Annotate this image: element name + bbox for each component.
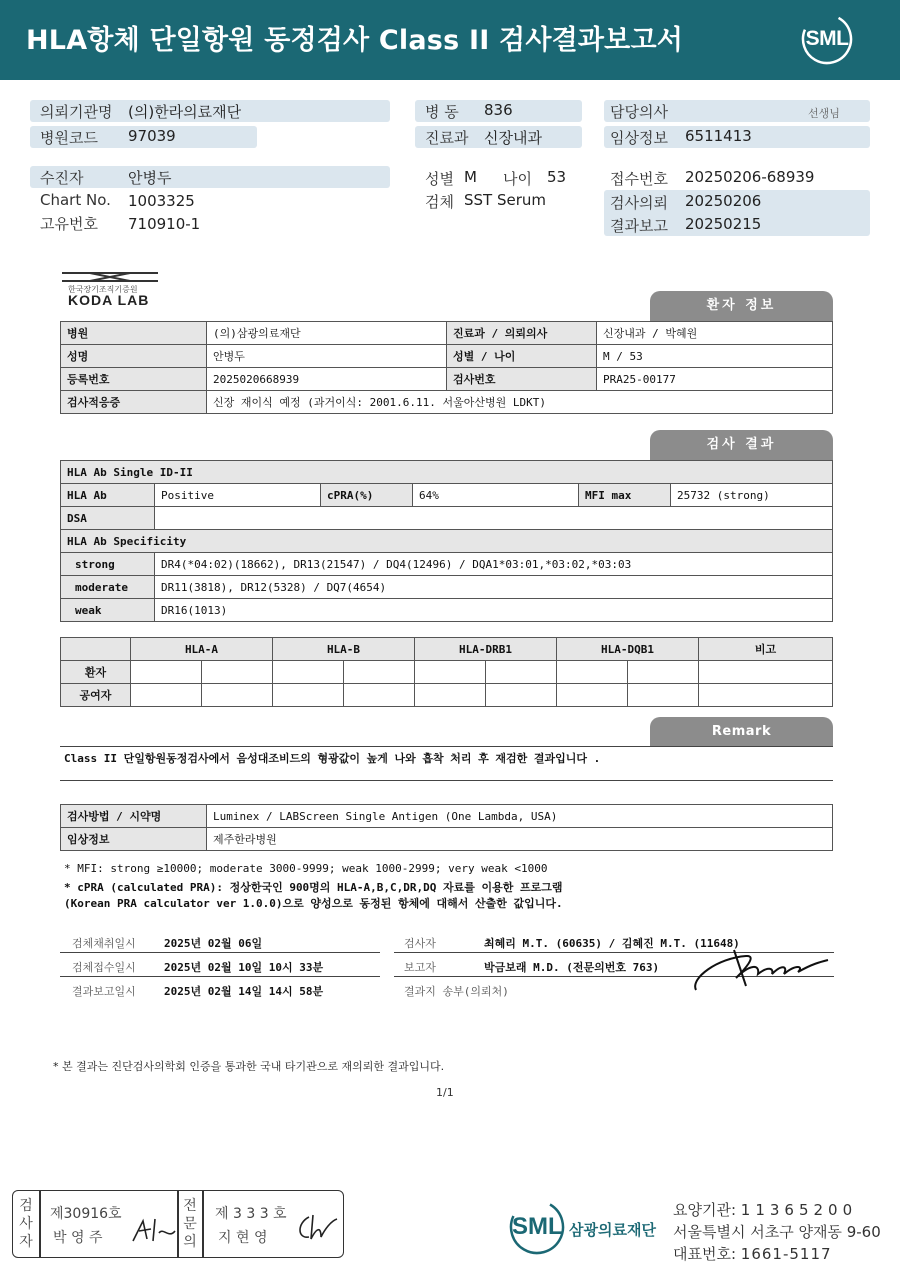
table-row <box>61 576 833 599</box>
specimen-label: 검체 <box>425 193 454 211</box>
chart-label: Chart No. <box>40 191 111 209</box>
typing-header: HLA-DQB1 <box>557 638 699 661</box>
page-number: 1/1 <box>436 1086 454 1099</box>
cell-key: 진료과 / 의뢰의사 <box>447 322 597 345</box>
clinical-label: 임상정보 <box>610 129 668 147</box>
report-time-value: 2025년 02월 14일 14시 58분 <box>164 985 324 998</box>
table-row <box>61 661 833 684</box>
receive-value: 2025년 02월 10일 10시 33분 <box>164 961 324 974</box>
cell-key: 성명 <box>61 345 207 368</box>
cell-value: M / 53 <box>597 345 833 368</box>
hla-ab-value: Positive <box>155 484 321 507</box>
footer-address: 서울특별시 서초구 양재동 9-60 <box>673 1223 881 1241</box>
collect-label: 검체채취일시 <box>72 937 136 950</box>
dept-value: 신장내과 <box>484 129 542 147</box>
clinical-info-label: 임상정보 <box>61 828 207 851</box>
stamp-spec-no: 제 3 3 3 호 <box>215 1206 287 1222</box>
method-label: 검사방법 / 시약명 <box>61 805 207 828</box>
clinical-info-value: 제주한라병원 <box>207 828 833 851</box>
stamp-tester-no: 제30916호 <box>50 1206 122 1222</box>
dsa-value <box>155 507 833 530</box>
doctor-suffix: 선생님 <box>808 107 840 120</box>
doctor-label: 담당의사 <box>610 103 668 121</box>
table-row <box>61 805 833 828</box>
lab-name: KODA LAB <box>68 292 150 308</box>
remark-text: Class II 단일항원동정검사에서 음성대조비드의 형광값이 높게 나와 흡착 처리 후 재검한 결과입니다 . <box>64 752 601 765</box>
hospital-code-value: 97039 <box>128 127 176 145</box>
typing-header: 비고 <box>699 638 833 661</box>
note-line: * MFI: strong ≥10000; moderate 3000-9999; weak 1000-2999; very weak <1000 <box>64 862 548 875</box>
receipt-value: 20250206-68939 <box>685 168 815 186</box>
table-row <box>61 828 833 851</box>
table-row <box>61 530 833 553</box>
typing-row-label: 환자 <box>61 661 131 684</box>
table-row <box>61 368 833 391</box>
specificity-label: HLA Ab Specificity <box>61 530 833 553</box>
footer-org-name: 삼광의료재단 <box>569 1221 656 1239</box>
table-row <box>61 322 833 345</box>
tester-value: 최혜리 M.T. (60635) / 김혜진 M.T. (11648) <box>484 937 740 950</box>
table-row <box>61 638 833 661</box>
tab-test-result: 검사 결과 <box>650 430 833 460</box>
hospital-code-label: 병원코드 <box>40 129 98 147</box>
footer-code: 요양기관: 11365200 <box>673 1201 858 1219</box>
table-row <box>61 461 833 484</box>
reported-value: 20250215 <box>685 215 762 233</box>
hla-ab-label: HLA Ab <box>61 484 155 507</box>
receive-label: 검체접수일시 <box>72 961 136 974</box>
koda-logo-icon <box>60 269 160 285</box>
patient-info-table <box>60 321 833 414</box>
dsa-label: DSA <box>61 507 155 530</box>
tester-signature-icon <box>129 1215 177 1245</box>
typing-header: HLA-B <box>273 638 415 661</box>
reporter-label: 보고자 <box>404 961 436 974</box>
table-row <box>61 507 833 530</box>
cell-key: 등록번호 <box>61 368 207 391</box>
stamp-tester-name: 박 영 주 <box>53 1230 103 1246</box>
footer-note: * 본 결과는 진단검사의학회 인증을 통과한 국내 타기관으로 재의뢰한 결과입니다. <box>53 1060 445 1073</box>
table-row <box>61 684 833 707</box>
sex-label: 성별 <box>425 170 454 188</box>
typing-corner <box>61 638 131 661</box>
table-row <box>61 599 833 622</box>
mfi-label: MFI max <box>579 484 671 507</box>
lab-subtitle: 한국장기조직기증원 <box>68 285 138 294</box>
stamp-spec-label: 전 문 의 <box>183 1198 197 1250</box>
table-row <box>61 391 833 414</box>
cell-value: PRA25-00177 <box>597 368 833 391</box>
footer-phone: 대표번호: 1661-5117 <box>673 1245 832 1263</box>
specificity-level: moderate <box>61 576 155 599</box>
typing-header: HLA-A <box>131 638 273 661</box>
method-value: Luminex / LABScreen Single Antigen (One Lambda, USA) <box>207 805 833 828</box>
approval-stamp <box>12 1190 344 1258</box>
cell-value: (의)삼광의료재단 <box>207 322 447 345</box>
specificity-value: DR16(1013) <box>155 599 833 622</box>
age-label: 나이 <box>503 170 532 188</box>
divider <box>60 952 380 953</box>
cell-value: 2025020668939 <box>207 368 447 391</box>
footer-logo-text: SML <box>512 1213 563 1240</box>
collect-value: 2025년 02월 06일 <box>164 937 263 950</box>
tab-remark: Remark <box>650 717 833 747</box>
cell-key: 병원 <box>61 322 207 345</box>
typing-row-label: 공여자 <box>61 684 131 707</box>
unique-label: 고유번호 <box>40 215 98 233</box>
clinical-value: 6511413 <box>685 127 752 145</box>
cpra-label: cPRA(%) <box>321 484 413 507</box>
indication-value: 신장 재이식 예정 (과거이식: 2001.6.11. 서울아산병원 LDKT) <box>207 391 833 414</box>
age-value: 53 <box>547 168 567 186</box>
patient-value: 안병두 <box>128 169 172 187</box>
hla-typing-table <box>60 637 833 707</box>
sex-value: M <box>464 168 477 186</box>
reported-label: 결과보고 <box>610 217 668 235</box>
specificity-value: DR11(3818), DR12(5328) / DQ7(4654) <box>155 576 833 599</box>
report-time-label: 결과보고일시 <box>72 985 136 998</box>
page-title: HLA항체 단일항원 동정검사 Class II 검사결과보고서 <box>26 25 684 56</box>
stamp-tester-label: 검 사 자 <box>19 1198 33 1250</box>
chart-value: 1003325 <box>128 192 195 210</box>
specimen-value: SST Serum <box>464 191 547 209</box>
note-line: (Korean PRA calculator ver 1.0.0)으로 양성으로 동정된 항체에 대해서 산출한 값입니다. <box>64 897 563 910</box>
test-name: HLA Ab Single ID-II <box>61 461 833 484</box>
institution-label: 의뢰기관명 <box>40 103 113 121</box>
receipt-label: 접수번호 <box>610 170 668 188</box>
dept-label: 진료과 <box>425 129 469 147</box>
specificity-value: DR4(*04:02)(18662), DR13(21547) / DQ4(12496) / DQA1*03:01,*03:02,*03:03 <box>155 553 833 576</box>
cell-key: 검사번호 <box>447 368 597 391</box>
patient-label: 수진자 <box>40 169 84 187</box>
cell-key: 성별 / 나이 <box>447 345 597 368</box>
cell-value: 신장내과 / 박혜원 <box>597 322 833 345</box>
ward-value: 836 <box>484 101 513 119</box>
unique-value: 710910-1 <box>128 215 201 233</box>
cell-value: 안병두 <box>207 345 447 368</box>
specificity-level: strong <box>61 553 155 576</box>
report-header <box>0 0 900 80</box>
table-row <box>61 345 833 368</box>
ward-label: 병 동 <box>425 103 459 121</box>
method-table <box>60 804 833 851</box>
tab-patient-info: 환자 정보 <box>650 291 833 321</box>
info-bar-patient <box>30 166 390 188</box>
reporter-signature-icon <box>688 938 838 998</box>
table-row <box>61 553 833 576</box>
cpra-value: 64% <box>413 484 579 507</box>
divider <box>60 976 380 977</box>
header-logo-text: SML <box>805 27 849 50</box>
divider <box>60 746 833 747</box>
sendto-label: 결과지 송부(의뢰처) <box>404 985 509 998</box>
divider <box>60 780 833 781</box>
specialist-signature-icon <box>295 1211 339 1245</box>
indication-label: 검사적응증 <box>61 391 207 414</box>
institution-value: (의)한라의료재단 <box>128 103 242 121</box>
typing-header: HLA-DRB1 <box>415 638 557 661</box>
note-line: * cPRA (calculated PRA): 정상한국인 900명의 HLA-A,B,C,DR,DQ 자료를 이용한 프로그램 <box>64 881 563 894</box>
result-table <box>60 460 833 622</box>
stamp-spec-name: 지 현 영 <box>218 1230 268 1246</box>
table-row <box>61 484 833 507</box>
requested-label: 검사의뢰 <box>610 194 668 212</box>
scanned-report <box>52 262 842 1047</box>
reporter-value: 박금보래 M.D. (전문의번호 763) <box>484 961 660 974</box>
mfi-value: 25732 (strong) <box>671 484 833 507</box>
specificity-level: weak <box>61 599 155 622</box>
requested-value: 20250206 <box>685 192 762 210</box>
tester-label: 검사자 <box>404 937 436 950</box>
